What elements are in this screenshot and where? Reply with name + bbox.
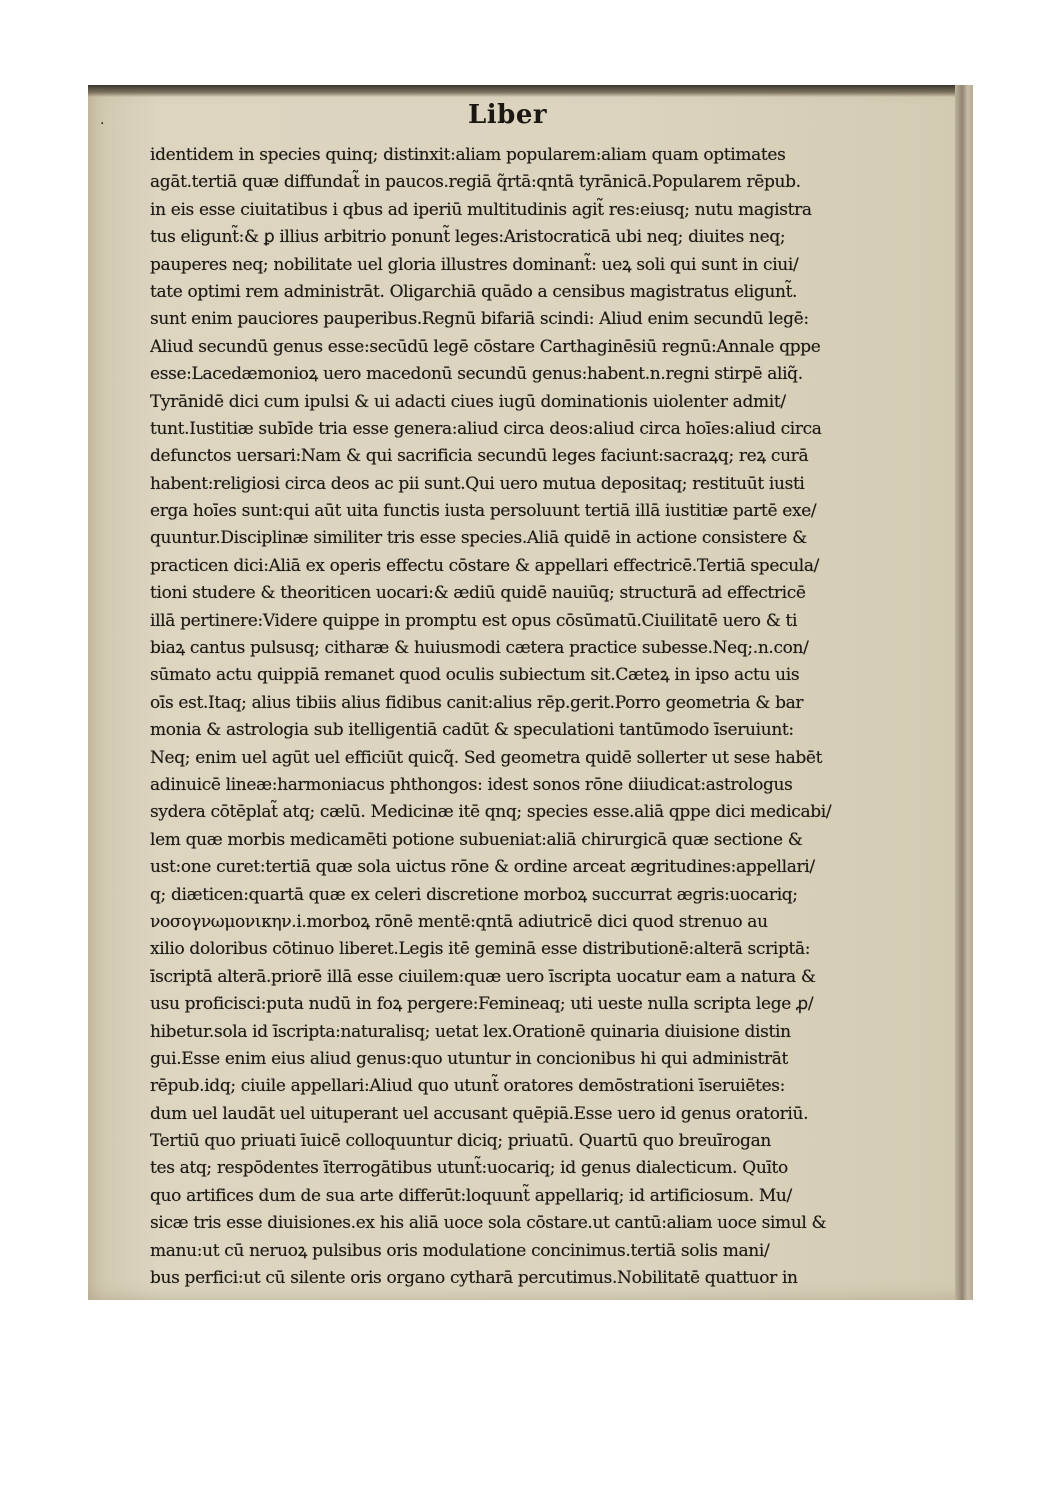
text-line: sunt enim pauciores pauperibus.Regnū bifariā scindi: Aliud enim secundū legē: [150,309,809,330]
text-line: īscriptā alterā.priorē illā esse ciuilem:quæ uero īscripta uocatur eam a natura & [150,966,816,987]
text-line: usu proficisci:puta nudū in foꝝ pergere:Femineaq; uti ueste nulla scripta lege ꝓ/ [150,994,814,1015]
page-top-shadow [88,85,973,97]
text-line: illā pertinere:Videre quippe in promptu est opus cōsūmatū.Ciuilitatē uero & ti [150,610,798,631]
text-line: dum uel laudāt uel uituperant uel accusant quēpiā.Esse uero id genus oratoriū. [150,1103,809,1124]
text-line: pauperes neq; nobilitate uel gloria illustres dominant̃: ueꝝ soli qui sunt in ciui/ [150,254,799,275]
text-line: Aliud secundū genus esse:secūdū legē cōstare Carthaginēsiū regnū:Annale qppe [150,336,821,357]
text-line: sicæ tris esse diuisiones.ex his aliā uoce sola cōstare.ut cantū:aliam uoce simul & [150,1213,827,1234]
running-head: Liber [468,100,548,130]
text-line: Neq; enim uel agūt uel efficiūt quicq̃. Sed geometra quidē sollerter ut sese habēt [150,747,823,768]
text-line: sydera cōtēplat̃ atq; cælū. Medicinæ itē qnq; species esse.aliā qppe dici medicabi/ [150,802,832,823]
text-line: Tertiū quo priuati īuicē colloquuntur diciq; priuatū. Quartū quo breuīrogan [150,1131,771,1152]
text-line: monia & astrologia sub itelligentiā cadūt & speculationi tantūmodo īseruiunt: [150,720,794,741]
text-line: habent:religiosi circa deos ac pii sunt.Qui uero mutua depositaq; restituūt iusti [150,473,805,494]
text-line: adinuicē lineæ:harmoniacus phthongos: idest sonos rōne diiudicat:astrologus [150,774,793,795]
margin-mark: · [100,116,105,132]
text-line: gui.Esse enim eius aliud genus:quo utuntur in concionibus hi qui administrāt [150,1048,789,1069]
text-line: erga hoīes sunt:qui aūt uita functis iusta persoluunt tertiā illā iustitiæ partē exe/ [150,501,817,522]
text-line: in eis esse ciuitatibus i qbus ad iperiū multitudinis agit̃ res:eiusq; nutu magistra [150,199,812,220]
text-line: esse:Lacedæmonioꝝ uero macedonū secundū genus:habent.n.regni stirpē aliq̃. [150,364,803,385]
text-line: agāt.tertiā quæ diffundat̃ in paucos.regiā q̃rtā:qntā tyrānicā.Popularem rēpub. [150,172,801,193]
text-block [150,142,940,1320]
text-line: biaꝝ cantus pulsusq; citharæ & huiusmodi cætera practice subesse.Neq;.n.con/ [150,638,809,659]
text-line: νοσογνωμονικην.i.morboꝝ rōnē mentē:qntā adiutricē dici quod strenuo au [150,911,768,932]
text-line: bus perfici:ut cū silente oris organo cytharā percutimus.Nobilitatē quattuor in [150,1268,798,1289]
text-line: q; diæticen:quartā quæ ex celeri discretione morboꝝ succurrat ægris:uocariq; [150,884,798,905]
text-line: xilio doloribus cōtinuo liberet.Legis itē geminā esse distributionē:alterā scriptā: [150,939,811,960]
text-line: tioni studere & theoriticen uocari:& ædiū quidē nauiūq; structurā ad effectricē [150,583,806,604]
text-line: practicen dici:Aliā ex operis effectu cōstare & appellari effectricē.Tertiā specula/ [150,555,820,576]
text-line: oīs est.Itaq; alius tibiis alius fidibus canit:alius rēp.gerit.Porro geometria & bar [150,692,804,713]
text-line: tate optimi rem administrāt. Oligarchiā quādo a censibus magistratus eligunt̃. [150,281,798,302]
text-line: rēpub.idq; ciuile appellari:Aliud quo utunt̃ oratores demōstrationi īseruiētes: [150,1076,786,1097]
text-line: tunt.Iustitiæ subīde tria esse genera:aliud circa deos:aliud circa hoīes:aliud circa [150,418,822,439]
book-gutter-edge [955,85,973,1300]
text-line: defunctos uersari:Nam & qui sacrificia secundū leges faciunt:sacraꝝq; reꝝ curā [150,446,809,467]
text-line: Tyrānidē dici cum ipulsi & ui adacti ciues iugū dominationis uiolenter admit/ [150,391,786,412]
text-line: sūmato actu quippiā remanet quod oculis subiectum sit.Cæteꝝ in ipso actu uis [150,665,800,686]
text-line: ust:one curet:tertiā quæ sola uictus rōne & ordine arceat ægritudines:appellari/ [150,857,815,878]
text-line: lem quæ morbis medicamēti potione subueniat:aliā chirurgicā quæ sectione & [150,829,803,850]
text-line: quo artifices dum de sua arte differūt:loquunt̃ appellariq; id artificiosum. Mu/ [150,1185,792,1206]
text-line: tus eligunt̃:& ꝑ illius arbitrio ponunt̃ leges:Aristocraticā ubi neq; diuites neq; [150,227,786,248]
text-line [150,1292,940,1319]
text-line: hibetur.sola id īscripta:naturalisq; uetat lex.Orationē quinaria diuisione distin [150,1021,791,1042]
text-line: quuntur.Disciplinæ similiter tris esse species.Aliā quidē in actione consistere & [150,528,807,549]
text-line: manu:ut cū neruoꝝ pulsibus oris modulatione concinimus.tertiā solis mani/ [150,1240,770,1261]
text-line: tes atq; respōdentes īterrogātibus utunt̃:uocariq; id genus dialecticum. Quīto [150,1158,788,1179]
text-line: identidem in species quinq; distinxit:aliam popularem:aliam quam optimates [150,145,786,165]
